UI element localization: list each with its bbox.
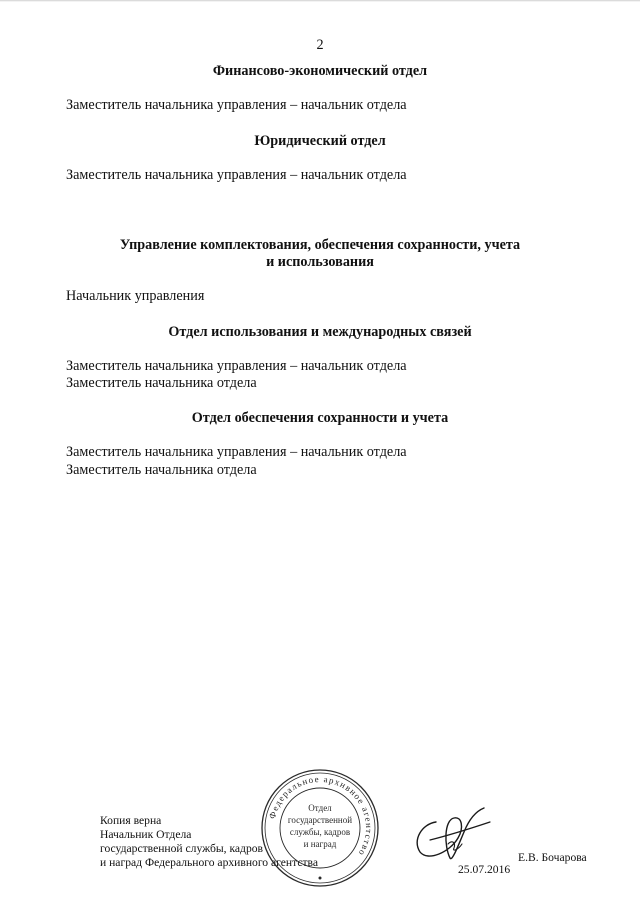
- scan-edge: [0, 0, 640, 2]
- signature: [408, 800, 498, 870]
- certifier-title-line: и наград Федерального архивного агентства: [100, 856, 318, 869]
- heading-finance-department: Финансово-экономический отдел: [212, 63, 428, 79]
- heading-acquisition-directorate-line1: Управление комплектования, обеспечения сохранности, учета: [119, 237, 521, 253]
- heading-use-and-international-department: Отдел использования и международных связей: [168, 324, 472, 340]
- official-stamp: [255, 768, 385, 888]
- position-line: Заместитель начальника управления – начальник отдела: [66, 167, 407, 183]
- page-number: 2: [316, 37, 324, 53]
- position-line: Заместитель начальника отдела: [66, 375, 257, 391]
- position-line: Заместитель начальника отдела: [66, 462, 257, 478]
- position-line: Начальник управления: [66, 288, 205, 304]
- stamp-ring-text: Федеральное архивное агентство: [266, 773, 375, 859]
- position-line: Заместитель начальника управления – начальник отдела: [66, 97, 407, 113]
- stamp-text-line: и наград: [303, 839, 337, 849]
- stamp-text-line: службы, кадров: [289, 827, 351, 837]
- heading-legal-department: Юридический отдел: [254, 133, 386, 149]
- certifier-title-line: государственной службы, кадров: [100, 842, 264, 855]
- stamp-text-line: государственной: [287, 815, 353, 825]
- position-line: Заместитель начальника управления – начальник отдела: [66, 358, 407, 374]
- position-line: Заместитель начальника управления – начальник отдела: [66, 444, 407, 460]
- certification-line: Копия верна: [100, 814, 162, 827]
- heading-preservation-department: Отдел обеспечения сохранности и учета: [191, 410, 449, 426]
- stamp-text-line: Отдел: [308, 803, 332, 813]
- certification-date: 25.07.2016: [458, 863, 511, 876]
- signatory-name: Е.В. Бочарова: [518, 851, 587, 864]
- certifier-title-line: Начальник Отдела: [100, 828, 192, 841]
- heading-acquisition-directorate-line2: и использования: [266, 254, 374, 270]
